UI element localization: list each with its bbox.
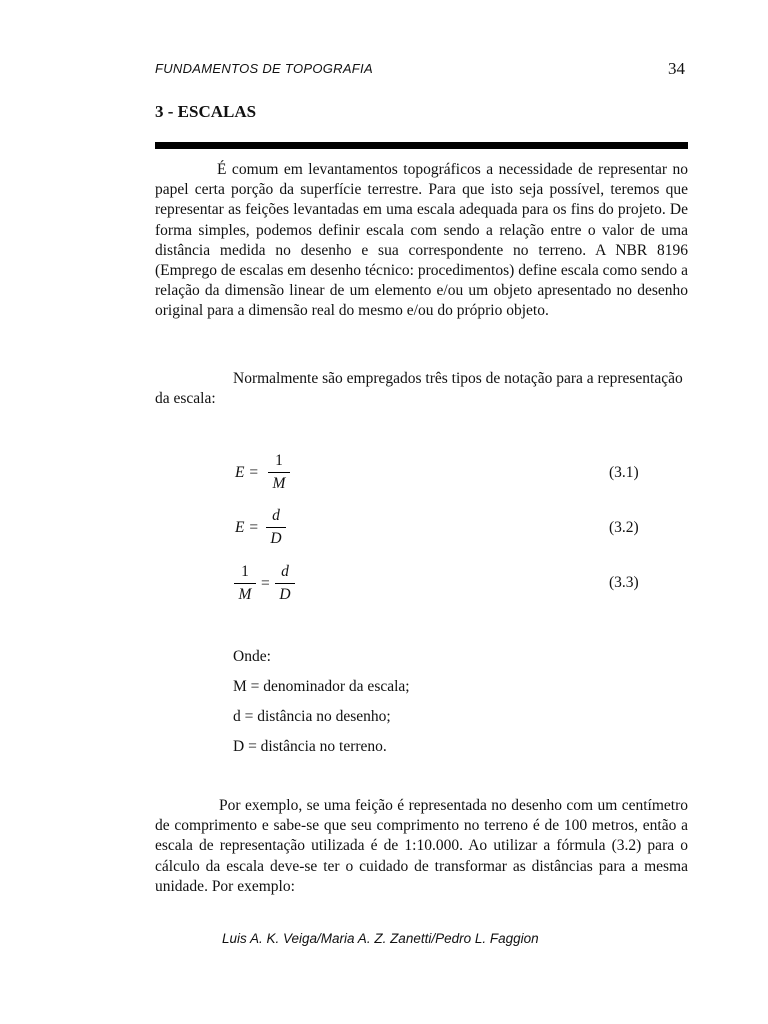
numerator: 1 [241, 563, 249, 580]
equation-label: (3.2) [609, 519, 639, 536]
running-header-title: FUNDAMENTOS DE TOPOGRAFIA [155, 61, 373, 76]
definition-d-upper: D = distância no terreno. [233, 738, 387, 755]
equation-lhs: E = [235, 464, 259, 481]
denominator: M [272, 475, 286, 492]
section-title: 3 - ESCALAS [155, 102, 257, 121]
section-divider [155, 142, 688, 149]
fraction-right [275, 563, 295, 604]
numerator: d [272, 507, 280, 524]
denominator: D [279, 586, 291, 603]
denominator: D [270, 530, 282, 547]
paragraph-example: Por exemplo, se uma feição é representada no desenho com um centímetro de comprimento e sabe-se que seu comprimento no terreno é de 100 metros, então a escala de representação utilizada é de 1:10.000. Ao utilizar a fórmula (3.2) para o cálculo da escala deve-se ter o cuidado de transformar as distâncias para a mesma unidade. Por exemplo: [155, 797, 688, 895]
numerator: 1 [275, 452, 283, 469]
footer-authors: Luis A. K. Veiga/Maria A. Z. Zanetti/Pedro L. Faggion [222, 931, 539, 946]
numerator: d [281, 563, 289, 580]
page-number: 34 [668, 59, 685, 78]
equation-label: (3.1) [609, 464, 639, 481]
fraction-bar [268, 472, 290, 473]
fraction-bar [234, 583, 256, 584]
definition-m: M = denominador da escala; [233, 678, 410, 695]
definitions-intro: Onde: [233, 648, 271, 665]
fraction [268, 452, 290, 493]
paragraph-intro: É comum em levantamentos topográficos a necessidade de representar no papel certa porção da superfície terrestre. Para que isto seja possível, teremos que representar as feições levantadas em uma escala adequada para os fins do projeto. De forma simples, podemos definir escala com sendo a relação entre o valor de uma distância medida no desenho e sua correspondente no terreno. A NBR 8196 (Emprego de escalas em desenho técnico: procedimentos) define escala como sendo a relação da dimensão linear de um elemento e/ou um objeto apresentado no desenho original para a dimensão real do mesmo e/ou do próprio objeto. [155, 161, 688, 320]
equation-label: (3.3) [609, 574, 639, 591]
equals-sign: = [261, 575, 270, 592]
fraction-bar [266, 527, 286, 528]
fraction [266, 507, 286, 548]
denominator: M [238, 586, 252, 603]
equation-lhs: E = [235, 519, 259, 536]
fraction-left [234, 563, 256, 604]
paragraph-notation: Normalmente são empregados três tipos de notação para a representação da escala: [155, 370, 683, 408]
fraction-bar [275, 583, 295, 584]
definition-d-lower: d = distância no desenho; [233, 708, 391, 725]
